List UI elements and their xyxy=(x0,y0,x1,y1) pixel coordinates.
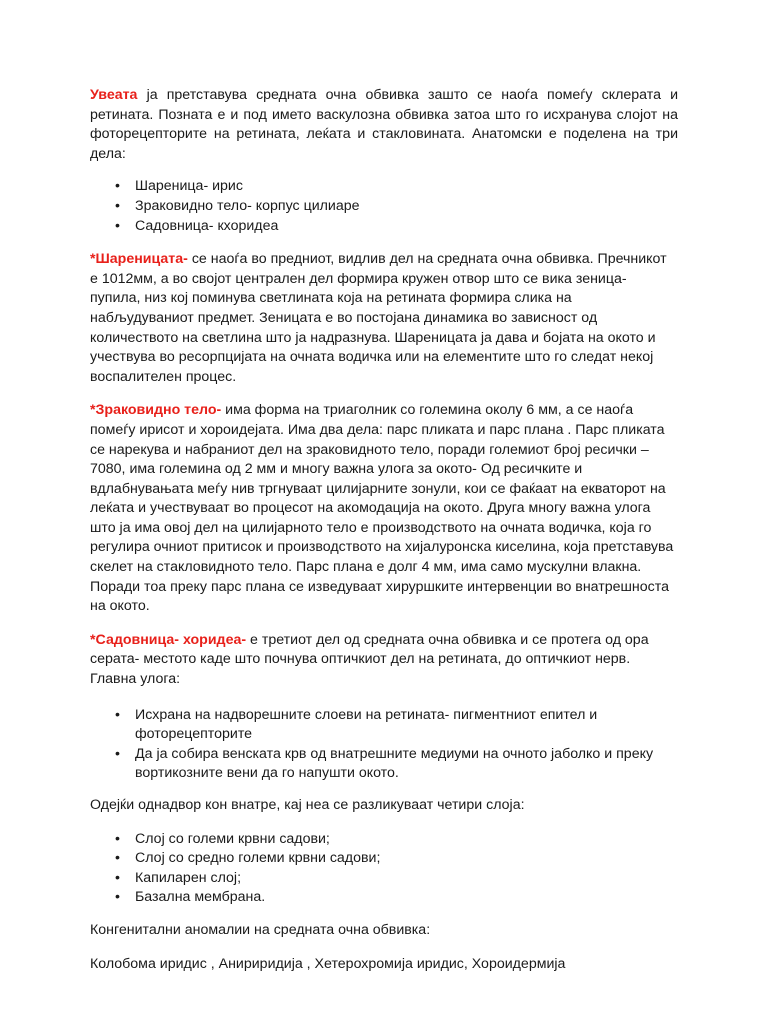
sharenica-text: се наоѓа во предниот, видлив дел на средната очна обвивка. Пречникот е 1012мм, а во својот централен дел формира кружен отвор што се вика зеница- пупила, низ кој поминува светлината која на ретината формира слика на набљудуваниот предмет. Зеницата е во постојана динамика во зависност од количеството на светлина што ја надразнува. Шареницата ја дава и бојата на окото и учествува во ресорпцијата на очната водичка или на елементите што го следат некој воспалителен процес. xyxy=(90,251,667,385)
list-item: • Садовница- кхоридеа xyxy=(90,217,678,237)
list-item: • Исхрана на надворешните слоеви на ретината- пигментниот епител и фоторецепторите xyxy=(90,706,678,745)
list-item: • Слој со големи крвни садови; xyxy=(90,830,678,850)
list-item: • Базална мембрана. xyxy=(90,888,678,908)
list-item: • Да ја собира венската крв од внатрешните медиуми на очното јаболко и преку вортикозните вени да го напушти окото. xyxy=(90,745,678,784)
intro-paragraph xyxy=(90,86,678,164)
zrakovidno-paragraph xyxy=(90,401,678,617)
intro-text: ја претставува средната очна обвивка зашто се наоѓа помеѓу склерата и ретината. Позната е и под името васкулозна обвивка затоа што го исхранува слојот на фоторецепторите на ретината, леќата и стакловината. Анатомски е поделена на три дела: xyxy=(90,87,678,162)
anomalies-text: Колобома иридис , Анириридија , Хетерохромија иридис, Хороидермија xyxy=(90,955,566,972)
term-zrakovidno: *Зраковидно тело- xyxy=(90,402,222,419)
role-list xyxy=(90,706,678,784)
list-item: • Слој со средно големи крвни садови; xyxy=(90,849,678,869)
term-sharenica: *Шареницата- xyxy=(90,251,188,268)
anomalies-heading: Конгенитални аномалии на средната очна обвивка: xyxy=(90,921,431,938)
list-item: • Шареница- ирис xyxy=(90,177,678,197)
layers-intro: Одејќи однадвор кон внатре, кај неа се разликуваат четири слоја: xyxy=(90,797,525,813)
list-item: • Зраковидно тело- корпус цилиаре xyxy=(90,197,678,217)
sadovnica-text: е третиот дел од средната очна обвивка и се протега од ора серата- местото каде што почнува оптичкиот дел на ретината, до оптичкиот нерв. Главна улога: xyxy=(90,631,649,688)
sadovnica-paragraph xyxy=(90,631,678,690)
term-sadovnica: *Садовница- хоридеа- xyxy=(90,631,247,648)
parts-list xyxy=(90,177,678,236)
list-item: • Капиларен слој; xyxy=(90,869,678,889)
term-uvea: Увеата xyxy=(90,87,138,103)
sharenica-paragraph xyxy=(90,250,678,387)
zrakovidno-text: има форма на триаголник со големина околу 6 мм, а се наоѓа помеѓу ирисот и хороидејата. Има два дела: парс пликата и парс плана . Парс пликата се нарекува и набраниот дел на зраковидното тело, поради големиот број ресички – 7080, има големина од 2 мм и многу важна улога за окото- Од ресичките и вдлабнувањата меѓу нив тргнуваат цилијарните зонули, кои се фаќаат на екваторот на леќата и учествуваат во процесот на акомодација на окото. Друга многу важна улога што ја има овој дел на цилијарното тело е производството на очната водичка, која го регулира очниот притисок и производството на хијалуронска киселина, која претставува скелет на стакловидното тело. Парс плана е долг 4 мм, има само мускулни влакна. Поради тоа преку парс плана се изведуваат хируршките интервенции во внатрешноста на окото. xyxy=(90,402,674,615)
layers-list xyxy=(90,830,678,908)
document-body xyxy=(90,86,678,974)
